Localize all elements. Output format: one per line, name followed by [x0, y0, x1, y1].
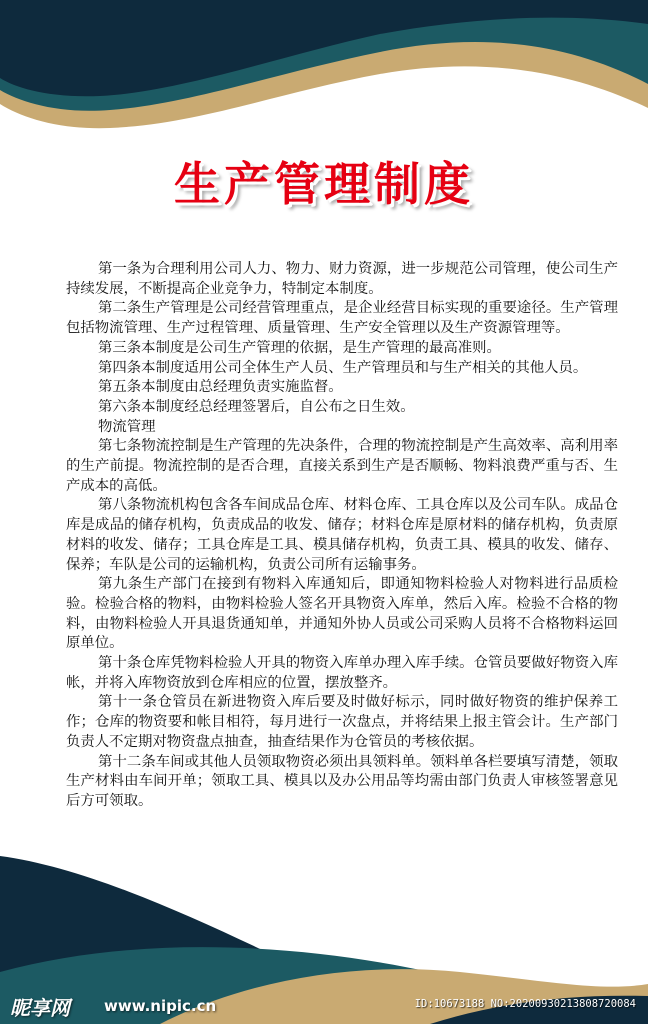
- paragraph-article-2: 第二条生产管理是公司经营管理重点，是企业经营目标实现的重要途径。生产管理包括物流管理、生产过程管理、质量管理、生产安全管理以及生产资源管理等。: [66, 300, 618, 337]
- paragraph-article-9: 第九条生产部门在接到有物料入库通知后，即通知物料检验人对物料进行品质检验。检验合格的物料，由物料检验人签名开具物资入库单，然后入库。检验不合格的物料，由物料检验人开具退货通知单，并通知外协人员或公司采购人员将不合格物料运回原单位。: [66, 576, 618, 652]
- regulation-body: [66, 260, 618, 812]
- paragraph-article-1: 第一条为合理利用公司人力、物力、财力资源，进一步规范公司管理，使公司生产持续发展，不断提高企业竞争力，特制定本制度。: [66, 261, 618, 297]
- paragraph-article-7: 第七条物流控制是生产管理的先决条件，合理的物流控制是产生高效率、高利用率的生产前提。物流控制的是否合理，直接关系到生产是否顺畅、物料浪费严重与否、生产成本的高低。: [66, 438, 618, 494]
- paragraph-article-6: 第六条本制度经总经理签署后，自公布之日生效。: [98, 398, 415, 415]
- watermark-url: www.nipic.cn: [104, 997, 217, 1015]
- paragraph-article-10: 第十条仓库凭物料检验人开具的物资入库单办理入库手续。仓管员要做好物资入库帐，并将入库物资放到仓库相应的位置，摆放整齐。: [66, 655, 618, 691]
- watermark-logo: 昵享网: [10, 996, 70, 1020]
- watermark-id: ID:10673188 NO:20200930213808720084: [414, 998, 636, 1010]
- paragraph-article-12: 第十二条车间或其他人员领取物资必须出具领料单。领料单各栏要填写清楚，领取生产材料由车间开单；领取工具、模具以及办公用品等均需由部门负责人审核签署意见后方可领取。: [66, 753, 618, 809]
- section-heading-logistics: 物流管理: [98, 418, 156, 435]
- paragraph-article-4: 第四条本制度适用公司全体生产人员、生产管理员和与生产相关的其他人员。: [98, 359, 588, 376]
- paragraph-article-11: 第十一条仓管员在新进物资入库后要及时做好标示，同时做好物资的维护保养工作；仓库的物资要和帐目相符，每月进行一次盘点，并将结果上报主管会计。生产部门负责人不定期对物资盘点抽查，抽查结果作为仓管员的考核依据。: [66, 694, 618, 750]
- paragraph-article-8: 第八条物流机构包含各车间成品仓库、材料仓库、工具仓库以及公司车队。成品仓库是成品的储存机构，负责成品的收发、储存；材料仓库是原材料的储存机构，负责原材料的收发、储存；工具仓库是工具、模具储存机构，负责工具、模具的收发、储存、保养；车队是公司的运输机构，负责公司所有运输事务。: [66, 497, 618, 573]
- page-title: 生产管理制度: [174, 157, 474, 211]
- paragraph-article-5: 第五条本制度由总经理负责实施监督。: [98, 379, 343, 396]
- paragraph-article-3: 第三条本制度是公司生产管理的依据，是生产管理的最高准则。: [98, 339, 501, 356]
